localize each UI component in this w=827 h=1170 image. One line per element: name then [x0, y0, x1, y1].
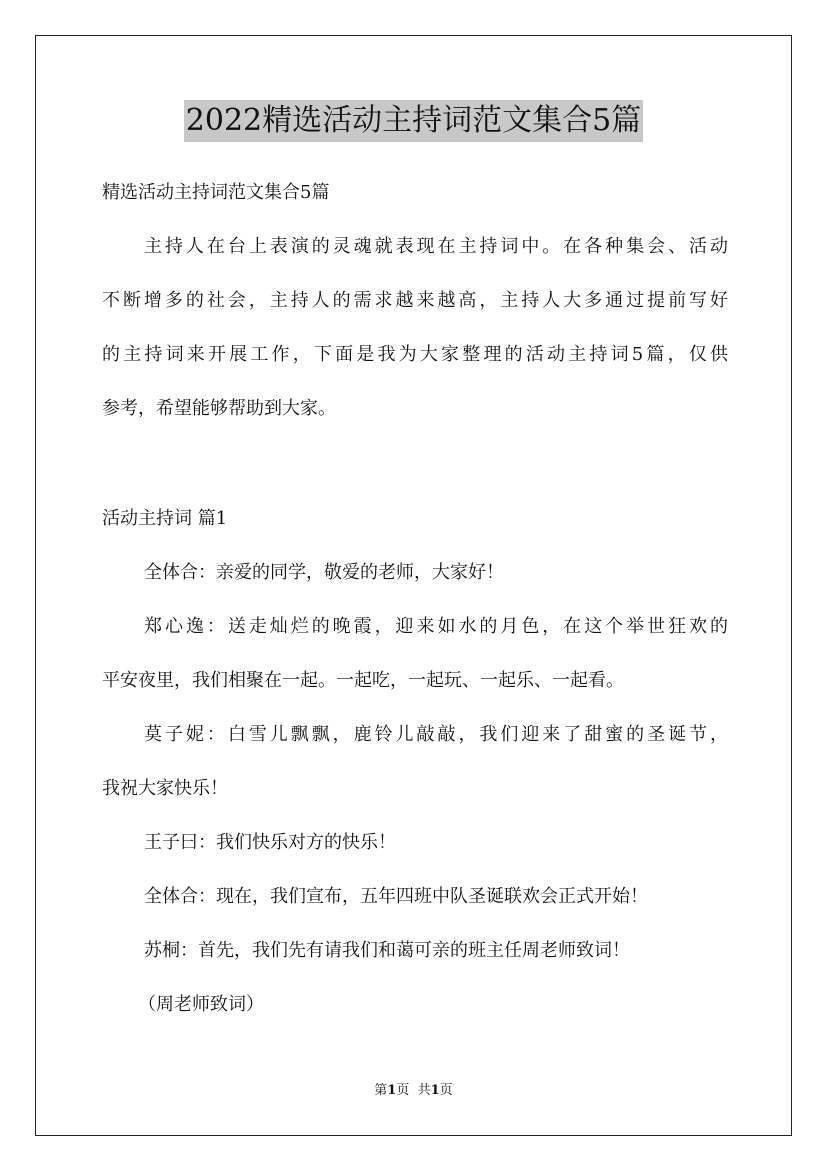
page-footer [0, 1082, 827, 1100]
script-line-7: 全体合：现在，我们宣布，五年四班中队圣诞联欢会正式开始！ [144, 886, 648, 907]
intro-line-4: 参考，希望能够帮助到大家。 [102, 398, 336, 419]
subtitle: 精选活动主持词范文集合5篇 [102, 182, 330, 203]
section-heading: 活动主持词 篇1 [102, 508, 228, 529]
intro-line-2: 不断增多的社会，主持人的需求越来越高，主持人大多通过提前写好 [102, 290, 728, 311]
script-line-6: 王子曰：我们快乐对方的快乐！ [144, 832, 396, 853]
script-line-1: 全体合：亲爱的同学，敬爱的老师，大家好！ [144, 562, 504, 583]
script-line-3: 平安夜里，我们相聚在一起。一起吃，一起玩、一起乐、一起看。 [102, 670, 624, 691]
script-line-9: （周老师致词） [138, 994, 264, 1015]
footer-page-prefix: 第 [374, 1083, 388, 1098]
footer-total-prefix: 共 [417, 1083, 431, 1098]
script-line-8: 苏桐：首先，我们先有请我们和蔼可亲的班主任周老师致词！ [144, 940, 630, 961]
intro-line-3: 的主持词来开展工作，下面是我为大家整理的活动主持词5篇，仅供 [102, 344, 728, 365]
script-line-4: 莫子妮：白雪儿飘飘，鹿铃儿敲敲，我们迎来了甜蜜的圣诞节， [144, 724, 728, 745]
footer-page-number: 1 [387, 1083, 397, 1098]
script-line-2: 郑心逸：送走灿烂的晚霞，迎来如水的月色，在这个举世狂欢的 [144, 616, 728, 637]
intro-line-1: 主持人在台上表演的灵魂就表现在主持词中。在各种集会、活动 [144, 236, 728, 257]
footer-total-suffix: 页 [439, 1083, 453, 1098]
footer-total-number: 1 [430, 1083, 440, 1098]
title-container [0, 100, 827, 142]
script-line-5: 我祝大家快乐！ [102, 778, 228, 799]
footer-page-suffix: 页 [396, 1083, 410, 1098]
document-title: 2022精选活动主持词范文集合5篇 [184, 100, 643, 142]
